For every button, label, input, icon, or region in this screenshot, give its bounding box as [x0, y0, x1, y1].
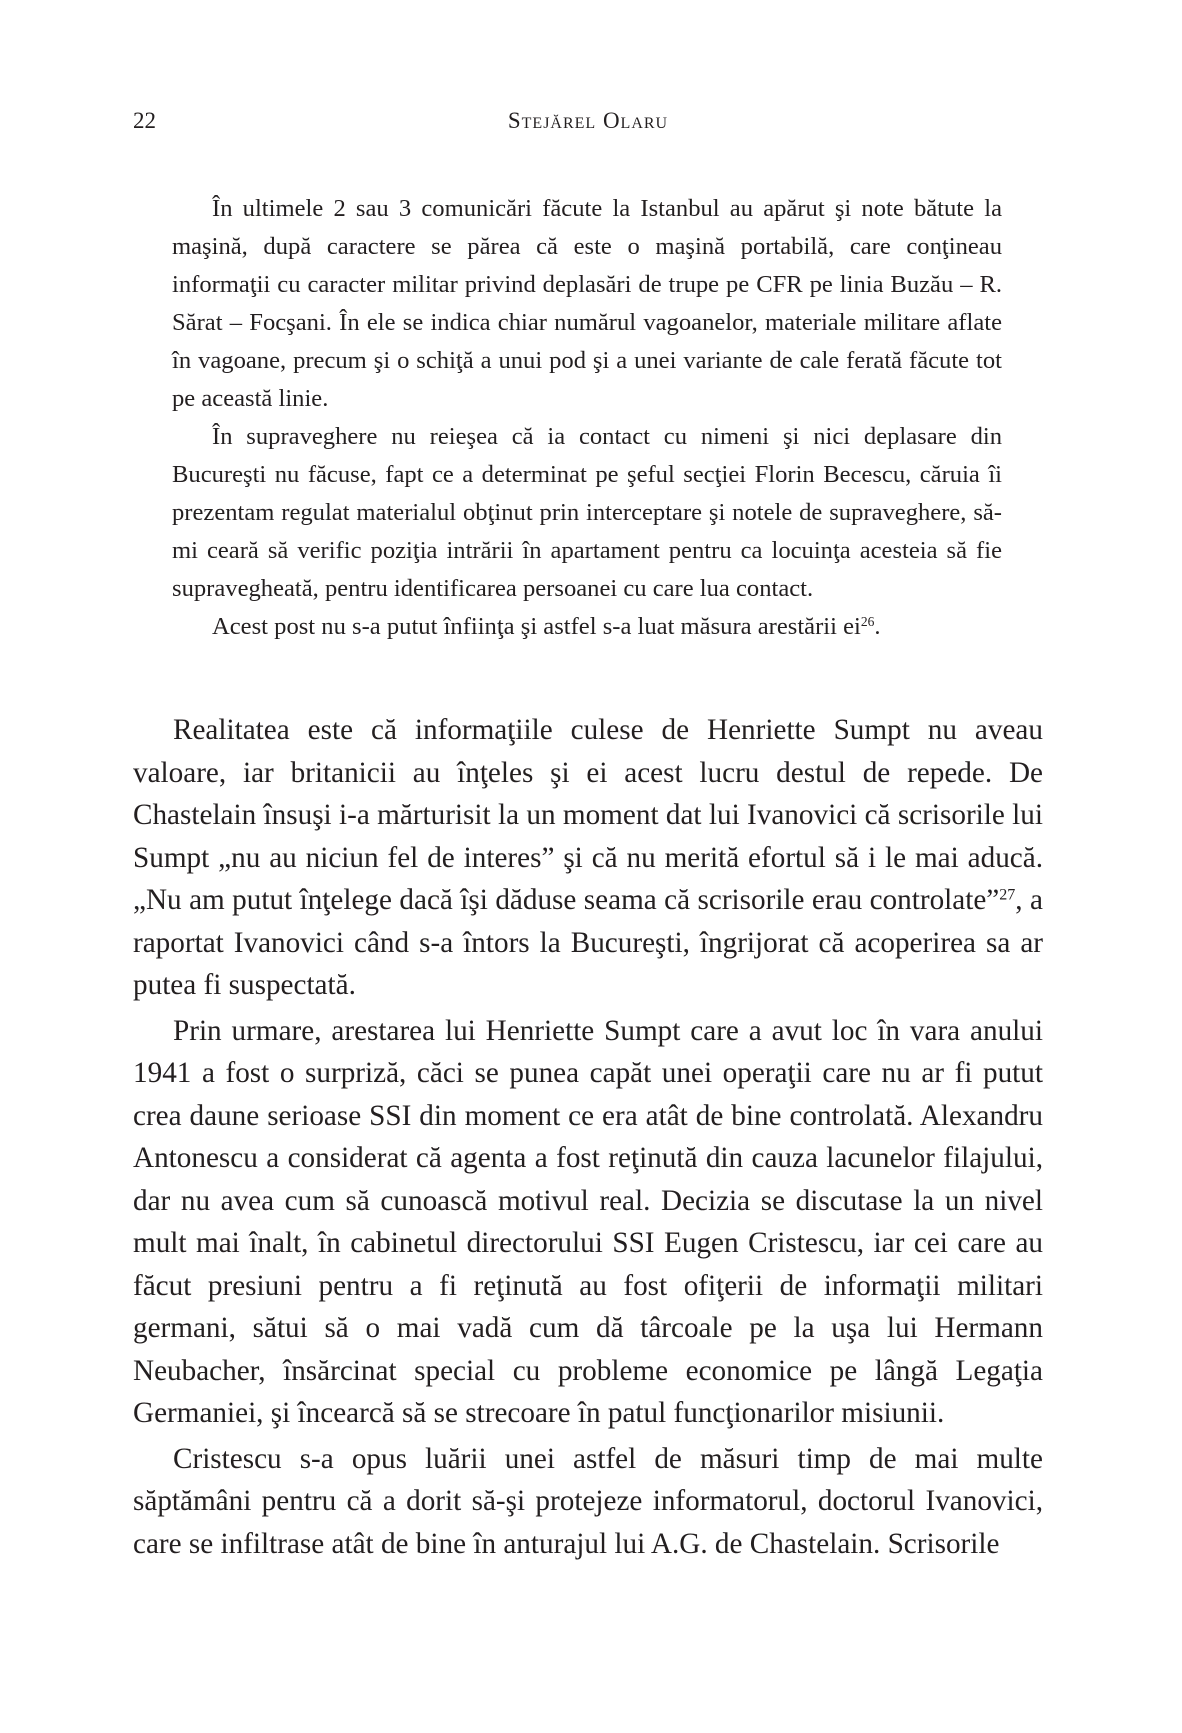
- page-number: 22: [133, 108, 156, 133]
- body-text: [133, 709, 1043, 1565]
- quote-text: În ultimele 2 sau 3 comunicări făcute la Istanbul au apărut şi note bătute la maşină, după caractere se părea că este o maşină portabilă, care conţineau informaţii cu caracter militar privind deplasări de trupe pe CFR pe linia Buzău – R. Sărat – Focşani. În ele se indica chiar numărul vagoanelor, materiale militare aflate în vagoane, precum şi o schiţă a unui pod şi a unei variante de cale ferată făcute tot pe această linie.: [172, 195, 1002, 412]
- quote-text: Acest post nu s-a putut înfiinţa şi astfel s-a luat măsura arestării ei: [212, 613, 861, 640]
- footnote-ref[interactable]: 26: [860, 613, 875, 629]
- footnote-ref[interactable]: 27: [999, 886, 1016, 904]
- body-paragraph: [133, 709, 1043, 1007]
- quote-text-tail: .: [874, 613, 881, 640]
- body-text-run: Cristescu s-a opus luării unei astfel de măsuri timp de mai multe săptămâni pentru că a dorit să-şi protejeze informatorul, doctorul Ivanovici, care se infiltrase atât de bine în anturajul lui A.G. de Chastelain. Scrisorile: [133, 1442, 1043, 1560]
- body-text-run: Realitatea este că informaţiile culese de Henriette Sumpt nu aveau valoare, iar britanicii au înţeles şi ei acest lucru destul de repede. De Chastelain însuşi i-a mărturisit la un moment dat lui Ivanovici că scrisorile lui Sumpt „nu au niciun fel de interes” şi că nu merită efortul să i le mai aducă. „Nu am putut înţelege dacă îşi dăduse seama că scrisorile erau controlate”: [133, 714, 1043, 916]
- body-paragraph: [133, 1438, 1043, 1566]
- quote-text: În supraveghere nu reieşea că ia contact cu nimeni şi nici deplasare din Bucureşti nu făcuse, fapt ce a determinat pe şeful secţiei Florin Becescu, căruia îi prezentam regulat materialul obţinut prin interceptare şi notele de supraveghere, să-mi ceară să verific poziţia intrării în apartament pentru ca locuinţa acesteia să fie supravegheată, pentru identificarea persoanei cu care lua contact.: [172, 423, 1002, 602]
- running-head: [133, 108, 1043, 142]
- block-quote: [172, 190, 1002, 646]
- author-name: Stejărel Olaru: [507, 108, 669, 133]
- quote-paragraph: [172, 190, 1002, 418]
- body-text-run: Prin urmare, arestarea lui Henriette Sumpt care a avut loc în vara anului 1941 a fost o surpriză, căci se punea capăt unei operaţii care nu ar fi putut crea daune serioase SSI din moment ce era atât de bine controlată. Alexandru Antonescu a considerat că agenta a fost reţinută din cauza lacunelor filajului, dar nu avea cum să cunoască motivul real. Decizia se discutase la un nivel mult mai înalt, în cabinetul directorului SSI Eugen Cristescu, iar cei care au făcut presiuni pentru a fi reţinută au fost ofiţerii de informaţii militari germani, sătui să o mai vadă cum dă târcoale pe la uşa lui Hermann Neubacher, însărcinat special cu probleme economice pe lângă Legaţia Germaniei, şi încearcă să se strecoare în patul funcţionarilor misiunii.: [133, 1014, 1043, 1429]
- body-text-run: , a raportat Ivanovici când s-a întors la Bucureşti, îngrijorat că acoperirea sa ar putea fi suspectată.: [133, 884, 1043, 1001]
- body-paragraph: [133, 1010, 1043, 1435]
- quote-paragraph: [172, 418, 1002, 608]
- quote-paragraph: [172, 608, 1002, 646]
